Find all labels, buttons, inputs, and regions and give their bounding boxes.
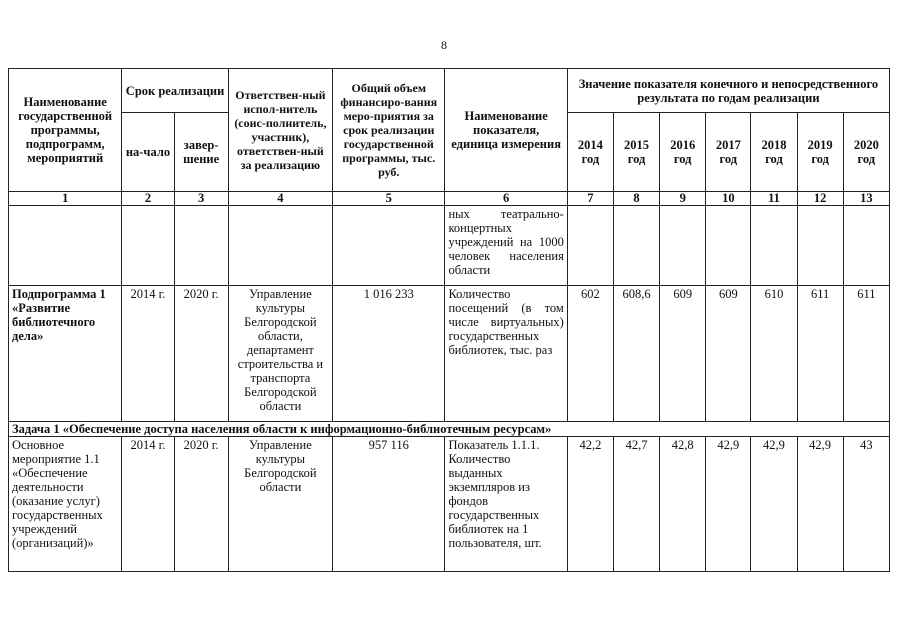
header-row <box>9 69 890 113</box>
column-number: 3 <box>174 192 228 206</box>
activity-end: 2020 г. <box>174 437 228 572</box>
column-number: 5 <box>333 192 445 206</box>
header-volume: Общий объем финансиро-вания меро-приятия за срок реализации государственной программы, тыс. руб. <box>333 69 445 192</box>
column-number: 6 <box>445 192 567 206</box>
activity-volume: 957 116 <box>333 437 445 572</box>
subprogram-value-2018: 610 <box>751 286 797 422</box>
activity-indicator: Показатель 1.1.1. Количество выданных экземпляров из фондов государственных библиотек на 1 пользователя, шт. <box>445 437 567 572</box>
activity-executor: Управление культуры Белгородской области <box>228 437 332 572</box>
subprogram-value-2014: 602 <box>567 286 613 422</box>
subprogram-end: 2020 г. <box>174 286 228 422</box>
activity-value-2017: 42,9 <box>706 437 751 572</box>
column-number: 8 <box>613 192 659 206</box>
subprogram-volume: 1 016 233 <box>333 286 445 422</box>
column-number: 13 <box>843 192 889 206</box>
header-executor: Ответствен-ный испол-нитель (соис-полнитель, участник), ответствен-ный за реализацию <box>228 69 332 192</box>
header-year-2020: 2020 год <box>843 113 889 192</box>
activity-value-2016: 42,8 <box>660 437 706 572</box>
indicators-table <box>8 68 890 572</box>
header-year-2014: 2014 год <box>567 113 613 192</box>
task-row <box>9 422 890 437</box>
subprogram-row <box>9 286 890 422</box>
continuation-indicator: ных театрально-концертных учреждений на 1000 человек населения области <box>445 206 567 286</box>
header-period: Срок реализации <box>122 69 228 113</box>
column-number: 11 <box>751 192 797 206</box>
header-indicator: Наименование показателя, единица измерения <box>445 69 567 192</box>
header-year-2018: 2018 год <box>751 113 797 192</box>
header-year-2015: 2015 год <box>613 113 659 192</box>
activity-value-2014: 42,2 <box>567 437 613 572</box>
subprogram-value-2016: 609 <box>660 286 706 422</box>
activity-row <box>9 437 890 572</box>
header-year-2019: 2019 год <box>797 113 843 192</box>
task-title: Задача 1 «Обеспечение доступа населения области к информационно-библиотечным ресурсам» <box>9 422 890 437</box>
activity-name: Основное мероприятие 1.1 «Обеспечение деятельности (оказание услуг) государственных учреждений (организаций)» <box>9 437 122 572</box>
continuation-row <box>9 206 890 286</box>
subprogram-value-2017: 609 <box>706 286 751 422</box>
header-year-2016: 2016 год <box>660 113 706 192</box>
subprogram-name: Подпрограмма 1 «Развитие библиотечного дела» <box>9 286 122 422</box>
column-number: 2 <box>122 192 174 206</box>
subprogram-indicator: Количество посещений (в том числе виртуальных) государственных библиотек, тыс. раз <box>445 286 567 422</box>
activity-value-2020: 43 <box>843 437 889 572</box>
header-program: Наименование государственной программы, подпрограмм, мероприятий <box>9 69 122 192</box>
column-number: 7 <box>567 192 613 206</box>
page-number: 8 <box>441 38 447 52</box>
column-number: 10 <box>706 192 751 206</box>
header-end: завер-шение <box>174 113 228 192</box>
column-number-row <box>9 192 890 206</box>
column-number: 12 <box>797 192 843 206</box>
subprogram-value-2019: 611 <box>797 286 843 422</box>
subprogram-value-2015: 608,6 <box>613 286 659 422</box>
header-year-2017: 2017 год <box>706 113 751 192</box>
activity-value-2018: 42,9 <box>751 437 797 572</box>
subprogram-value-2020: 611 <box>843 286 889 422</box>
header-values-group: Значение показателя конечного и непосредственного результата по годам реализации <box>567 69 889 113</box>
subprogram-executor: Управление культуры Белгородской области, департамент строительства и транспорта Белгородской области <box>228 286 332 422</box>
column-number: 4 <box>228 192 332 206</box>
column-number: 9 <box>660 192 706 206</box>
activity-value-2015: 42,7 <box>613 437 659 572</box>
subprogram-start: 2014 г. <box>122 286 174 422</box>
activity-start: 2014 г. <box>122 437 174 572</box>
column-number: 1 <box>9 192 122 206</box>
header-start: на-чало <box>122 113 174 192</box>
activity-value-2019: 42,9 <box>797 437 843 572</box>
